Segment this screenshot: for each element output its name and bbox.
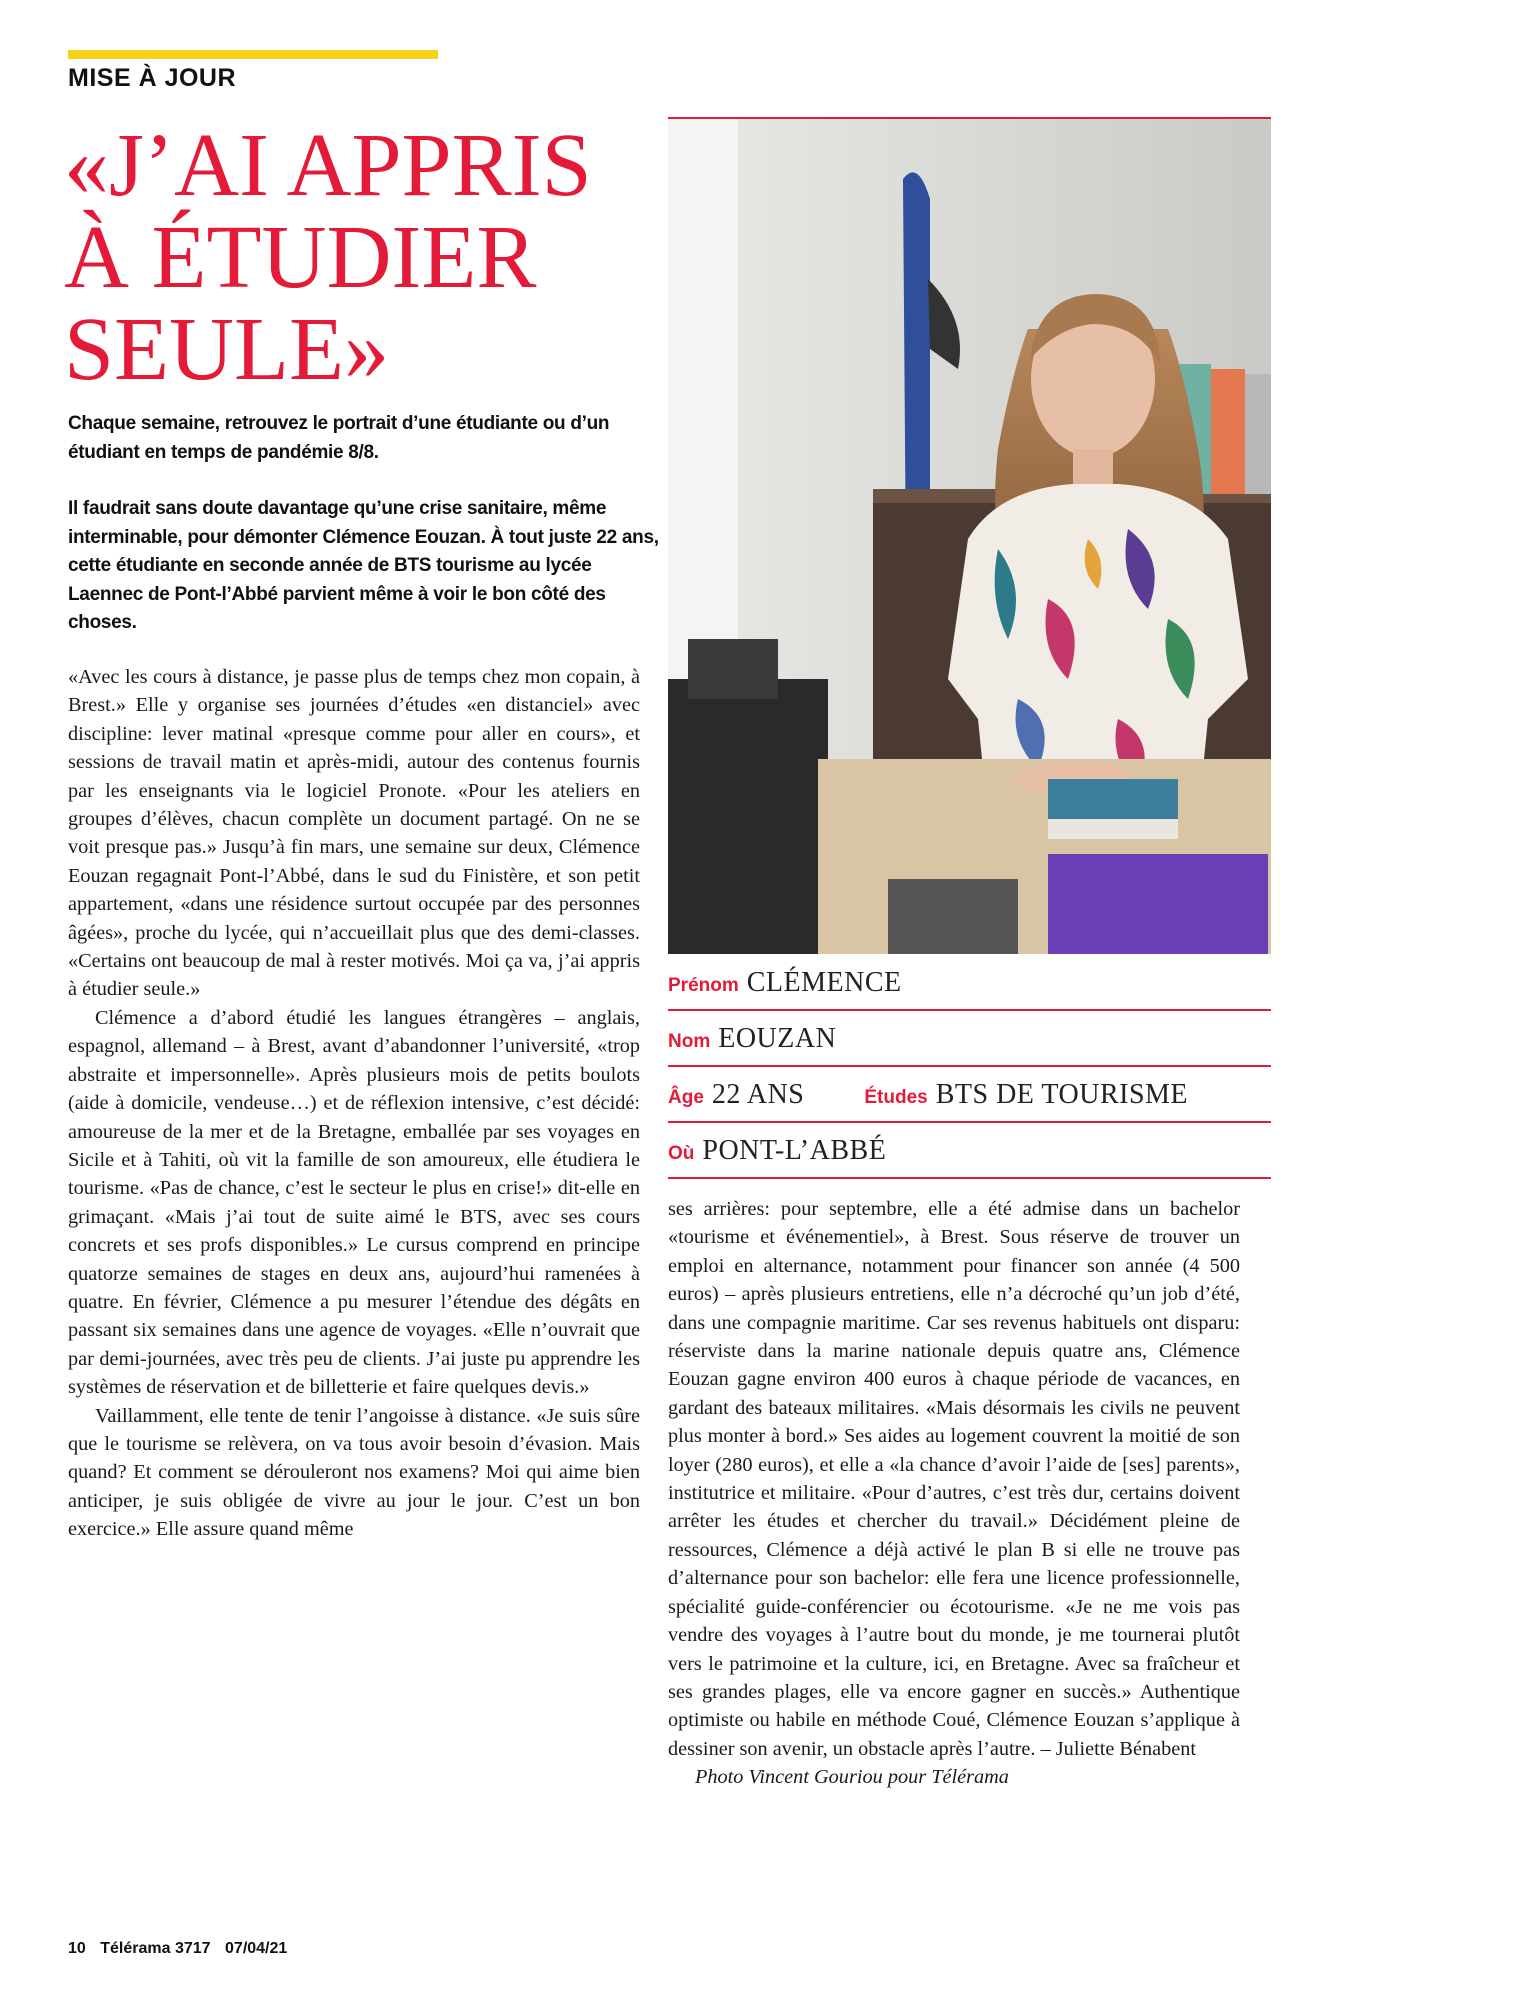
- title-line: À ÉTUDIER: [64, 208, 537, 307]
- fact-label: Âge: [668, 1087, 704, 1108]
- fact-row-ou: [668, 1123, 1271, 1179]
- rubric-bar: [68, 50, 438, 59]
- fact-row-nom: [668, 1011, 1271, 1067]
- magazine-issue: Télérama 3717: [100, 1940, 211, 1957]
- portrait-photo: [668, 119, 1271, 954]
- fact-box: [668, 955, 1271, 1179]
- title-line: SEULE»: [64, 300, 389, 399]
- lead-chapo: Il faudrait sans doute davantage qu’une crise sanitaire, même interminable, pour démonter Clémence Eouzan. À tout juste 22 ans, cette étudiante en seconde année de BTS tourisme au lycée Laennec de Pont-l’Abbé parvient même à voir le bon côté des choses.: [68, 498, 659, 633]
- fact-value: 22 ANS: [711, 1079, 805, 1110]
- fact-value: PONT-L’ABBÉ: [702, 1135, 887, 1166]
- fact-row-age-etudes: [668, 1067, 1271, 1123]
- body-paragraph: «Avec les cours à distance, je passe plus de temps chez mon copain, à Brest.» Elle y organise ses journées d’études «en distanciel» avec discipline: lever matinal «presque comme pour aller en cours», et sessions de travail matin et après-midi, autour des contenus fournis par les enseignants via le logiciel Pronote. «Pour les ateliers en groupes d’élèves, chacun complète un document partagé. On ne se voit presque pas.» Jusqu’à fin mars, une semaine sur deux, Clémence Eouzan regagnait Pont-l’Abbé, dans le sud du Finistère, et son petit appartement, «dans une résidence surtout occupée par des personnes âgées», proche du lycée, qui n’accueillait plus que des demi-classes. «Certains ont beaucoup de mal à rester motivés. Moi ça va, j’ai appris à étudier seule.»: [68, 666, 640, 1001]
- page-footer: [68, 1940, 297, 1958]
- body-paragraph: Clémence a d’abord étudié les langues étrangères – anglais, espagnol, allemand – à Brest, avant d’abandonner l’université, «trop abstraite et impersonnelle». Après plusieurs mois de petits boulots (aide à domicile, vendeuse…) et de réflexion intensive, c’est décidé: amoureuse de la mer et de la Bretagne, emballée par ses voyages en Sicile et à Tahiti, où vit la famille de son amoureux, elle étudiera le tourisme. «Pas de chance, c’est le secteur le plus en crise!» dit-elle en grimaçant. «Mais j’ai tout de suite aimé le BTS, avec ses cours concrets et ses profs disponibles.» Le cursus comprend en principe quatorze semaines de stages en deux ans, aujourd’hui ramenées à quatre. En février, Clémence a pu mesurer l’étendue des dégâts en passant six semaines dans une agence de voyages. «Elle n’ouvrait que par demi-journées, avec très peu de clients. J’ai juste pu apprendre les systèmes de réservation et de billetterie et faire quelques devis.»: [68, 1006, 640, 1399]
- article-lead: [68, 410, 668, 666]
- photo-credit: Photo Vincent Gouriou pour Télérama: [695, 1766, 1009, 1789]
- article-title: [64, 116, 664, 399]
- page-number: 10: [68, 1940, 86, 1957]
- article-column-1: [68, 663, 640, 1544]
- fact-label: Nom: [668, 1031, 711, 1052]
- lead-intro: Chaque semaine, retrouvez le portrait d’une étudiante ou d’un étudiant en temps de pandémie 8/8.: [68, 413, 610, 463]
- fact-value: BTS DE TOURISME: [935, 1079, 1189, 1110]
- fact-label: Où: [668, 1143, 695, 1164]
- title-line: «J’AI APPRIS: [64, 116, 592, 215]
- fact-label: Études: [864, 1087, 928, 1108]
- fact-row-prenom: [668, 955, 1271, 1011]
- body-paragraph: Vaillamment, elle tente de tenir l’angoisse à distance. «Je suis sûre que le tourisme se relèvera, on va tous avoir besoin d’évasion. Mais quand? Et comment se dérouleront nos examens? Moi qui aime bien anticiper, je suis obligée de vivre au jour le jour. C’est un bon exercice.» Elle assure quand même: [68, 1404, 640, 1541]
- fact-value: EOUZAN: [718, 1023, 837, 1054]
- article-column-2: [668, 1195, 1240, 1792]
- fact-value: CLÉMENCE: [746, 967, 902, 998]
- fact-label: Prénom: [668, 975, 739, 996]
- rubric-label: MISE À JOUR: [68, 64, 237, 92]
- body-paragraph: ses arrières: pour septembre, elle a été admise dans un bachelor «tourisme et événementiel», à Brest. Sous réserve de trouver un emploi en alternance, notamment pour financer son année (4 500 euros) – après plusieurs entretiens, elle n’a décroché qu’un job d’été, dans une compagnie maritime. Car ses revenus habituels ont disparu: réserviste dans la marine nationale depuis quatre ans, Clémence Eouzan gagne environ 400 euros à chaque période de vacances, en gardant des bateaux militaires. «Mais désormais les civils ne peuvent plus monter à bord.» Ses aides au logement couvrent la moitié de son loyer (280 euros), et elle a «la chance d’avoir l’aide de [ses] parents», institutrice et militaire. «Pour d’autres, c’est très dur, certains doivent arrêter les études et chercher du travail.» Décidément pleine de ressources, Clémence a déjà activé le plan B si elle ne trouve pas d’alternance pour son bachelor: elle fera une licence professionnelle, spécialité guide-conférencier ou écotourisme. «Je ne me vois pas vendre des voyages à l’autre bout du monde, je me tournerai plutôt vers le patrimoine et la culture, ici, en Bretagne. Avec sa fraîcheur et ses grandes plages, elle va encore gagner en succès.» Authentique optimiste ou habile en méthode Coué, Clémence Eouzan s’applique à dessiner son avenir, un obstacle après l’autre. – Juliette Bénabent: [668, 1198, 1240, 1760]
- portrait-illustration: [668, 119, 1271, 954]
- issue-date: 07/04/21: [225, 1940, 288, 1957]
